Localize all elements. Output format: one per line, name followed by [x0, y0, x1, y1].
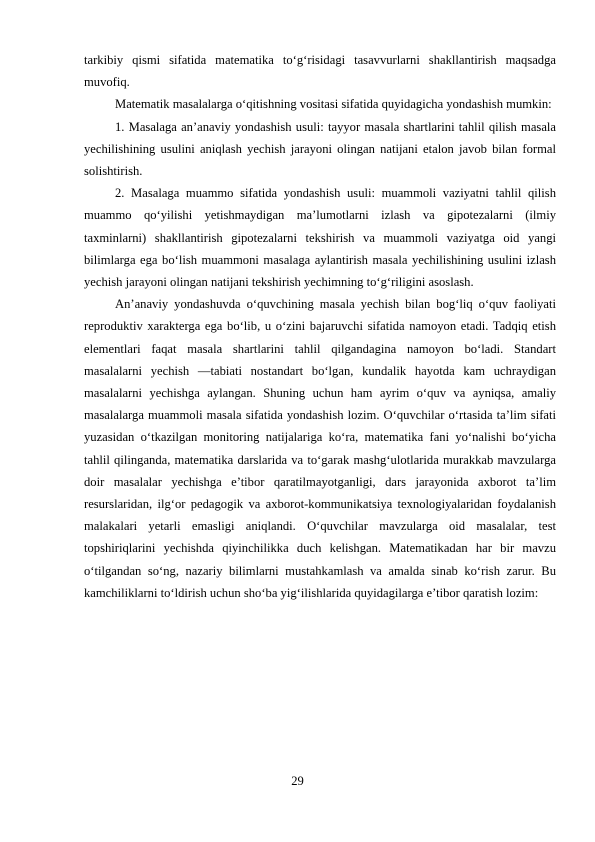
paragraph-analysis: An’anaviy yondashuvda o‘quvchining masala yechish bilan bog‘liq o‘quv faoliyati reproduktiv xarakterga ega bo‘lib, u o‘zini bajaruvchi sifatida namoyon etadi. Tadqiq etish elementlari faqat masala shartlarini tahlil qilgandagina namoyon bo‘ladi. Standart masalalarni yechish —tabiati nostandart bo‘lgan, kundalik hayotda kam uchraydigan masalalarni yechishga aylangan. Shuning uchun ham ayrim o‘quv va ayniqsa, amaliy masalalarga muammoli masala sifatida yondashish lozim. O‘quvchilar o‘rtasida ta’lim sifati yuzasidan o‘tkazilgan monitoring natijalariga ko‘ra, matematika fani yo‘nalishi bo‘yicha tahlil qilinganda, matematika darslarida va to‘garak mashg‘ulotlarida murakkab mavzularga doir masalalar yechishga e’tibor qaratilmayotganligi, dars jarayonida axborot ta’lim resurslaridan, ilg‘or pedagogik va axborot-kommunikatsiya texnologiyalaridan foydalanish malakalari yetarli emasligi aniqlandi. O‘quvchilar mavzularga oid masalalar, test topshiriqlarini yechishda qiyinchilikka duch kelishgan. Matematikadan har bir mavzu o‘tilgandan so‘ng, nazariy bilimlarni mustahkamlash va amalda sinab ko‘rish zarur. Bu kamchiliklarni to‘ldirish uchun sho‘ba yig‘ilishlarida quyidagilarga e’tibor qaratish lozim:	[84, 297, 556, 600]
body-text	[84, 49, 556, 604]
page-number: 29	[291, 774, 304, 788]
paragraph-traditional-approach: 1. Masalaga an’anaviy yondashish usuli: tayyor masala shartlarini tahlil qilish masala yechilishining usulini aniqlash yechish jarayoni olingan natijani etalon javob bilan formal solishtirish.	[84, 119, 556, 179]
paragraph-approaches-intro: Matematik masalalarga o‘qitishning vositasi sifatida quyidagicha yondashish mumkin:	[115, 97, 552, 112]
paragraph-problem-approach: 2. Masalaga muammo sifatida yondashish usuli: muammoli vaziyatni tahlil qilish muammo qo‘yilishi yetishmaydigan ma’lumotlarni izlash va gipotezalarni (ilmiy taxminlarni) shakllantirish gipotezalarni tekshirish va muammoli vaziyatga oid yangi bilimlarga ega bo‘lish muammoni masalaga aylantirish masala yechilishining usulini izlash yechish jarayoni olingan natijani tekshirish yechimning to‘g‘riligini asoslash.	[84, 186, 556, 290]
paragraph-continuation: tarkibiy qismi sifatida matematika to‘g‘risidagi tasavvurlarni shakllantirish maqsadga muvofiq.	[84, 53, 556, 90]
